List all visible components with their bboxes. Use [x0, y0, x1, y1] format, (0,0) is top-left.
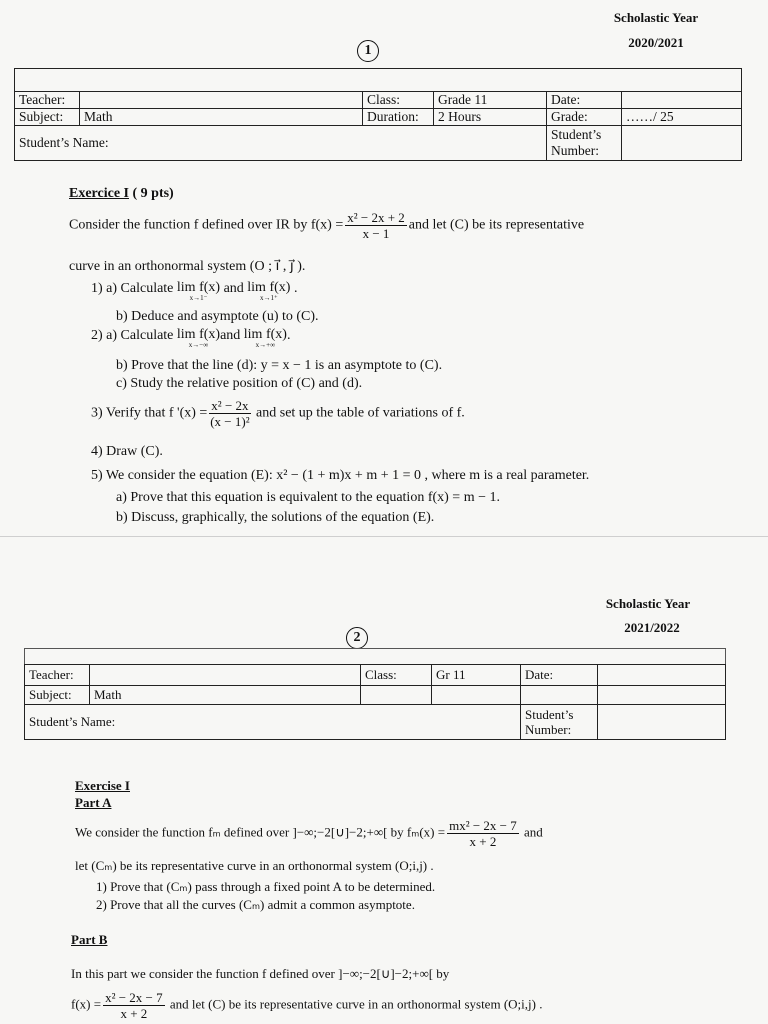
subject-value: Math: [90, 686, 361, 705]
fx-prefix: f(x) =: [310, 217, 344, 233]
scholastic-year-value-2: 2021/2022: [624, 620, 680, 635]
part-a-line-2: let (Cₘ) be its representative curve in an orthonormal system (O;i,j) .: [75, 858, 434, 873]
derivative-fraction: [209, 398, 250, 429]
blank-cell: [361, 686, 432, 705]
exercise-title-1: [69, 186, 174, 202]
student-name-label: Student’s Name:: [25, 705, 521, 740]
fm-denominator: x + 2: [469, 834, 497, 849]
exercise-title-2: Exercise I: [75, 778, 130, 793]
class-value: Grade 11: [434, 92, 547, 109]
student-name-label: Student’s Name:: [15, 126, 547, 161]
exam-header-table-1: [14, 91, 742, 161]
exam-header-table-2: [24, 664, 726, 740]
date-label: Date:: [521, 665, 598, 686]
fx-fraction: [345, 210, 407, 241]
page-separator: [0, 536, 768, 537]
derivative-numerator: x² − 2x: [211, 398, 249, 413]
teacher-label: Teacher:: [25, 665, 90, 686]
part-b-line-2: [71, 990, 542, 1021]
blank-cell: [598, 686, 726, 705]
part-b-denominator: x + 2: [120, 1006, 148, 1021]
grade-value: ……/ 25: [622, 109, 742, 126]
subject-label: Subject:: [25, 686, 90, 705]
blank-cell: [521, 686, 598, 705]
fm-fraction: [447, 818, 519, 849]
question-2a: [91, 328, 290, 349]
exercise-title-text: Exercice I: [69, 186, 129, 201]
student-number-label: Student’s Number:: [547, 126, 622, 161]
part-b-line-1: In this part we consider the function f defined over ]−∞;−2[∪]−2;+∞[ by: [71, 966, 450, 981]
date-value: [622, 92, 742, 109]
part-a-text: We consider the function fₘ defined over ]−∞;−2[∪]−2;+∞[ by fₘ(x) =: [75, 824, 446, 840]
question-2c: c) Study the relative position of (C) and (d).: [116, 376, 363, 391]
header-top-strip-2: [24, 648, 726, 665]
part-b-fraction: [103, 990, 165, 1021]
question-2a-end: .: [286, 328, 291, 343]
part-a-and: and: [524, 824, 543, 840]
question-3-end: and set up the table of variations of f.: [256, 405, 465, 421]
question-2a-label: 2) a) Calculate: [91, 328, 174, 343]
part-a-question-1: 1) Prove that (Cₘ) pass through a fixed point A to be determined.: [96, 879, 436, 894]
limit-minus-infinity: [177, 328, 220, 349]
limit-sub: x→1⁺: [260, 294, 278, 302]
subject-value: Math: [80, 109, 363, 126]
part-a-line-1: [75, 818, 543, 849]
limit-sub: x→+∞: [255, 341, 276, 349]
question-3: [91, 398, 465, 429]
intro-line-2: curve in an orthonormal system (O ; i⃗ , j⃗ ).: [69, 259, 306, 274]
limit-expr: lim f(x): [176, 280, 221, 295]
class-label: Class:: [363, 92, 434, 109]
question-5a: a) Prove that this equation is equivalent to the equation f(x) = m − 1.: [116, 490, 500, 505]
intro-line-1: [69, 210, 584, 241]
part-b-fx: f(x) =: [71, 996, 102, 1012]
part-b-numerator: x² − 2x − 7: [105, 990, 163, 1005]
teacher-value: [80, 92, 363, 109]
grade-label: Grade:: [547, 109, 622, 126]
part-a-question-2: 2) Prove that all the curves (Cₘ) admit a common asymptote.: [96, 897, 415, 912]
limit-expr: lim f(x): [247, 280, 291, 295]
limit-expr: lim f(x): [243, 327, 287, 342]
question-3-label: 3) Verify that f '(x) =: [91, 405, 208, 421]
and-word: and: [220, 328, 241, 343]
class-value: Gr 11: [432, 665, 521, 686]
question-2b: b) Prove that the line (d): y = x − 1 is an asymptote to (C).: [116, 358, 443, 373]
exam-number-badge-2: 2: [346, 627, 368, 649]
intro-text-a: Consider the function f defined over IR by: [69, 217, 308, 233]
question-1a: [91, 281, 297, 302]
part-a-title: Part A: [75, 795, 112, 810]
duration-value: 2 Hours: [434, 109, 547, 126]
limit-sub: x→−∞: [188, 341, 209, 349]
date-label: Date:: [547, 92, 622, 109]
student-number-value: [622, 126, 742, 161]
student-number-value: [598, 705, 726, 740]
blank-cell: [432, 686, 521, 705]
fx-numerator: x² − 2x + 2: [347, 210, 405, 225]
exam-number-badge-1: 1: [357, 40, 379, 62]
limit-sub: x→1⁻: [189, 294, 208, 302]
scholastic-year-value-1: 2020/2021: [628, 35, 684, 50]
header-top-strip-1: [14, 68, 742, 92]
question-1a-end: .: [293, 281, 298, 296]
teacher-label: Teacher:: [15, 92, 80, 109]
part-b-title: Part B: [71, 932, 108, 947]
limit-1-plus: [247, 281, 290, 302]
question-4: 4) Draw (C).: [91, 444, 163, 459]
limit-1-minus: [177, 281, 220, 302]
duration-label: Duration:: [363, 109, 434, 126]
student-number-label: Student’s Number:: [521, 705, 598, 740]
fx-denominator: x − 1: [362, 226, 390, 241]
limit-plus-infinity: [244, 328, 287, 349]
question-5b: b) Discuss, graphically, the solutions of the equation (E).: [116, 510, 435, 525]
class-label: Class:: [361, 665, 432, 686]
limit-expr: lim f(x): [176, 327, 221, 342]
scholastic-year-label-2: Scholastic Year: [605, 596, 691, 611]
and-word: and: [223, 281, 244, 296]
question-1a-label: 1) a) Calculate: [91, 281, 174, 296]
question-1b: b) Deduce and asymptote (u) to (C).: [116, 309, 319, 324]
fm-numerator: mx² − 2x − 7: [449, 818, 517, 833]
question-5: 5) We consider the equation (E): x² − (1 + m)x + m + 1 = 0 , where m is a real parameter.: [91, 468, 590, 483]
scholastic-year-label-1: Scholastic Year: [613, 10, 699, 25]
subject-label: Subject:: [15, 109, 80, 126]
intro-text-b: and let (C) be its representative: [408, 217, 585, 233]
part-b-text: and let (C) be its representative curve in an orthonormal system (O;i,j) .: [169, 996, 543, 1012]
derivative-denominator: (x − 1)²: [210, 414, 250, 429]
exercise-points: ( 9 pts): [129, 186, 174, 201]
date-value: [598, 665, 726, 686]
teacher-value: [90, 665, 361, 686]
